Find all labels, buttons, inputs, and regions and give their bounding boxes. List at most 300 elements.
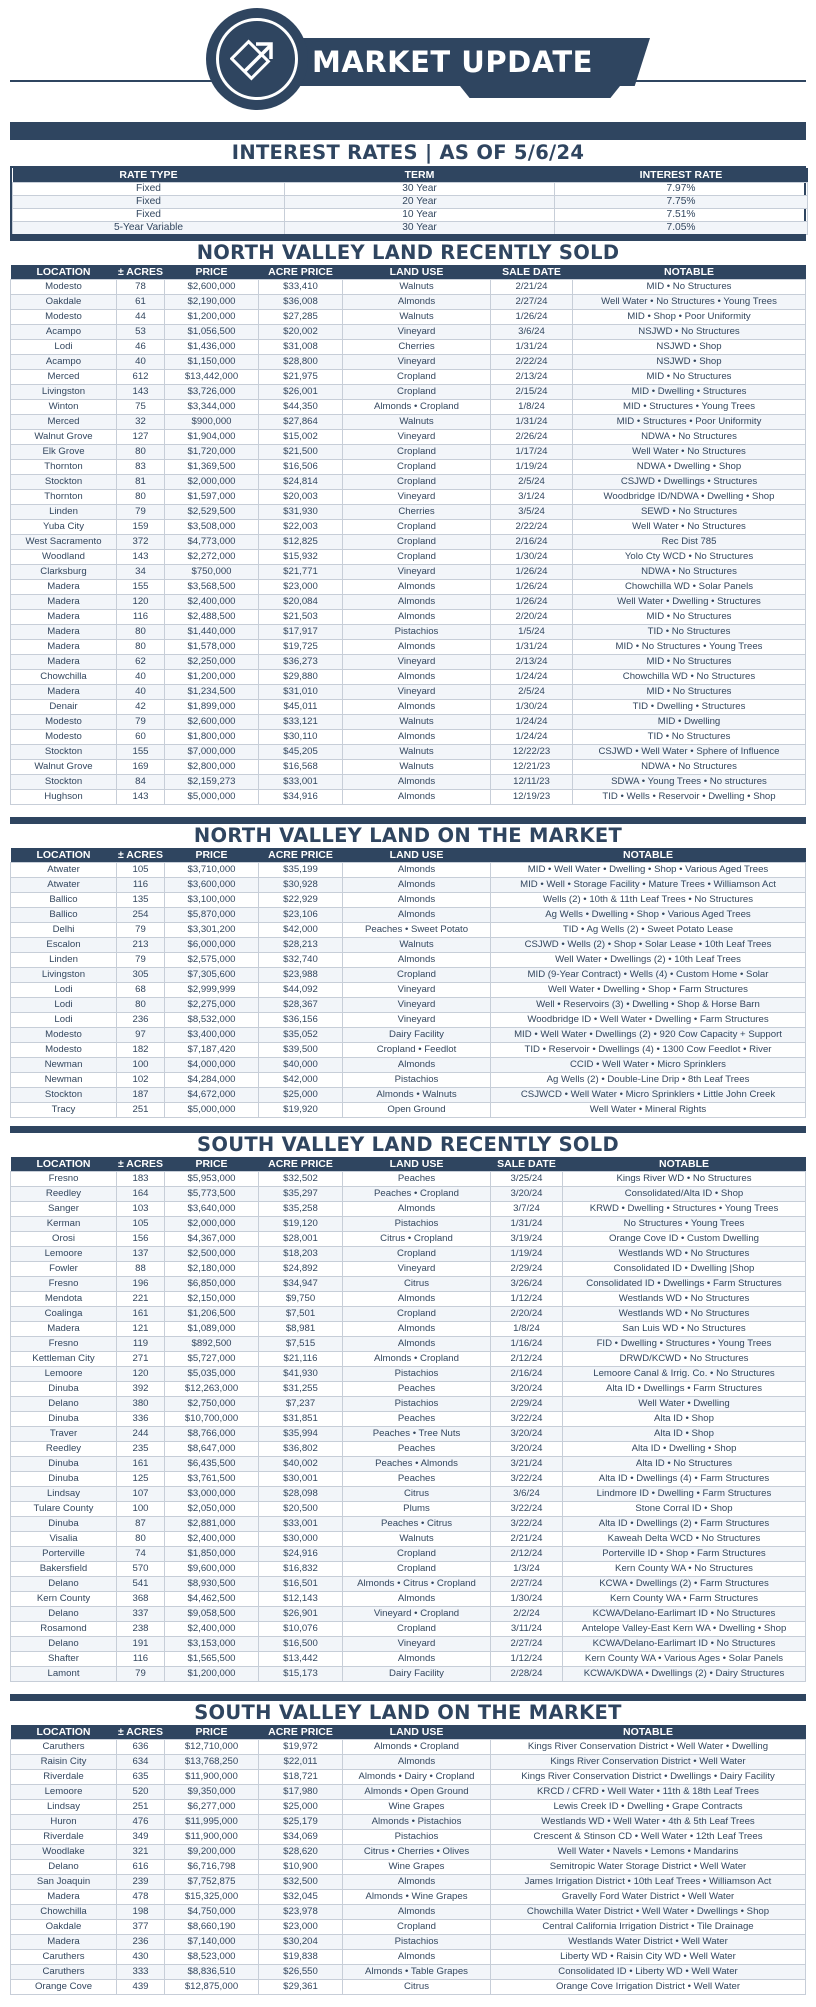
table-cell: KCWA/Delano-Earlimart ID • No Structures (563, 1607, 806, 1622)
table-cell: Gravelly Ford Water District • Well Water (491, 1890, 806, 1905)
table-cell: $23,106 (259, 908, 343, 923)
table-row (11, 923, 806, 938)
table-cell: 2/21/24 (491, 280, 573, 295)
table-cell: Modesto (11, 715, 117, 730)
table-cell: 79 (117, 715, 165, 730)
table-cell: Oakdale (11, 1920, 117, 1935)
table-row (11, 1935, 806, 1950)
table-cell: 164 (117, 1187, 165, 1202)
table-cell: Cropland (343, 370, 491, 385)
table-cell: $5,773,500 (165, 1187, 259, 1202)
table-cell: $9,600,000 (165, 1562, 259, 1577)
table-cell: $10,700,000 (165, 1412, 259, 1427)
table-cell: $5,953,000 (165, 1172, 259, 1187)
table-cell: $12,825 (259, 535, 343, 550)
table-row (11, 520, 806, 535)
table-cell: Citrus (343, 1980, 491, 1995)
table-cell: West Sacramento (11, 535, 117, 550)
table-cell: Sanger (11, 1202, 117, 1217)
table-body (13, 183, 808, 235)
table-cell: 155 (117, 580, 165, 595)
table-cell: 120 (117, 595, 165, 610)
table-cell: $2,881,000 (165, 1517, 259, 1532)
nv-sold-table (10, 265, 806, 805)
table-row (11, 1562, 806, 1577)
table-cell: TID • Reservoir • Dwellings (4) • 1300 Cow Feedlot • River (491, 1043, 806, 1058)
table-row (11, 1980, 806, 1995)
table-cell: Almonds (343, 595, 491, 610)
banner-accent (460, 86, 620, 98)
table-cell: $24,916 (259, 1547, 343, 1562)
table-cell: Chowchilla Water District • Well Water • Dwellings • Shop (491, 1905, 806, 1920)
table-cell: $7,187,420 (165, 1043, 259, 1058)
table-cell: $25,179 (259, 1815, 343, 1830)
table-row (11, 1277, 806, 1292)
table-cell: Orange Cove (11, 1980, 117, 1995)
header (0, 0, 816, 118)
table-cell: 221 (117, 1292, 165, 1307)
table-cell: MID • No Structures (573, 685, 806, 700)
table-row (11, 1592, 806, 1607)
table-cell: $33,001 (259, 1517, 343, 1532)
interest-rates-heading: INTEREST RATES | AS OF 5/6/24 (231, 141, 585, 164)
table-cell: Thornton (11, 460, 117, 475)
table-cell: Lindsay (11, 1800, 117, 1815)
table-row (11, 670, 806, 685)
table-cell: NDWA • No Structures (573, 760, 806, 775)
table-cell: Citrus (343, 1487, 491, 1502)
table-cell: Open Ground (343, 1103, 491, 1118)
table-row (11, 760, 806, 775)
table-cell: Almonds (343, 953, 491, 968)
table-cell: $21,503 (259, 610, 343, 625)
table-cell: Vineyard (343, 1637, 491, 1652)
table-cell: Alta ID • Shop (563, 1427, 806, 1442)
interest-rates-frame (10, 166, 806, 237)
table-row (11, 745, 806, 760)
table-cell: Almonds (343, 1905, 491, 1920)
table-cell: $8,836,510 (165, 1965, 259, 1980)
table-cell: 143 (117, 790, 165, 805)
table-cell: Consolidated/Alta ID • Shop (563, 1187, 806, 1202)
table-cell: Winton (11, 400, 117, 415)
table-row (11, 1307, 806, 1322)
table-cell: 61 (117, 295, 165, 310)
table-cell: $2,180,000 (165, 1262, 259, 1277)
table-cell: Well Water • Mineral Rights (491, 1103, 806, 1118)
table-cell: $12,143 (259, 1592, 343, 1607)
table-cell: 2/20/24 (491, 1307, 563, 1322)
table-cell: NSJWD • Shop (573, 340, 806, 355)
table-cell: 2/21/24 (491, 1532, 563, 1547)
table-row (11, 775, 806, 790)
table-cell: $1,056,500 (165, 325, 259, 340)
table-cell: Almonds (343, 1755, 491, 1770)
table-cell: $2,575,000 (165, 953, 259, 968)
table-cell: Antelope Valley-East Kern WA • Dwelling • Shop (563, 1622, 806, 1637)
table-cell: Atwater (11, 863, 117, 878)
column-header: ACRE PRICE (259, 1157, 343, 1172)
table-cell: Cherries (343, 505, 491, 520)
table-cell: Newman (11, 1073, 117, 1088)
table-cell: Almonds (343, 700, 491, 715)
table-cell: Chowchilla WD • No Structures (573, 670, 806, 685)
table-cell: 107 (117, 1487, 165, 1502)
table-cell: 238 (117, 1622, 165, 1637)
table-cell: CSJWCD • Well Water • Micro Sprinklers • Little John Creek (491, 1088, 806, 1103)
table-cell: Almonds (343, 908, 491, 923)
table-cell: Kern County WA • Various Ages • Solar Panels (563, 1652, 806, 1667)
table-cell: $12,875,000 (165, 1980, 259, 1995)
table-cell: Peaches (343, 1412, 491, 1427)
table-cell: 116 (117, 878, 165, 893)
table-row (11, 938, 806, 953)
table-cell: $2,000,000 (165, 1217, 259, 1232)
table-cell: 155 (117, 745, 165, 760)
table-cell: MID • Shop • Poor Uniformity (573, 310, 806, 325)
table-cell: 75 (117, 400, 165, 415)
table-row (11, 295, 806, 310)
table-cell: 430 (117, 1950, 165, 1965)
table-cell: MID • Well Water • Dwellings (2) • 920 Cow Capacity + Support (491, 1028, 806, 1043)
table-cell: 12/22/23 (491, 745, 573, 760)
table-row (11, 595, 806, 610)
table-cell: 1/31/24 (491, 1217, 563, 1232)
column-header: LAND USE (343, 848, 491, 863)
table-cell: $16,501 (259, 1577, 343, 1592)
table-cell: $21,116 (259, 1352, 343, 1367)
table-cell: Acampo (11, 325, 117, 340)
table-cell: Almonds (343, 1950, 491, 1965)
section-bar (10, 1694, 806, 1701)
table-row (11, 655, 806, 670)
table-cell: Orosi (11, 1232, 117, 1247)
table-cell: Peaches • Tree Nuts (343, 1427, 491, 1442)
table-cell: Vineyard (343, 998, 491, 1013)
table-body (11, 1172, 806, 1682)
table-cell: Almonds • Wine Grapes (343, 1890, 491, 1905)
table-row (11, 1965, 806, 1980)
column-header: LOCATION (11, 265, 117, 280)
table-cell: Riverdale (11, 1770, 117, 1785)
table-cell: 1/12/24 (491, 1652, 563, 1667)
table-cell: Walnuts (343, 1532, 491, 1547)
table-cell: $31,010 (259, 685, 343, 700)
table-cell: Consolidated ID • Liberty WD • Well Water (491, 1965, 806, 1980)
table-cell: Rec Dist 785 (573, 535, 806, 550)
table-cell: $36,156 (259, 1013, 343, 1028)
table-cell: $8,532,000 (165, 1013, 259, 1028)
table-cell: 1/26/24 (491, 310, 573, 325)
column-header: LAND USE (343, 1725, 491, 1740)
table-cell: $6,716,798 (165, 1860, 259, 1875)
table-cell: Peaches (343, 1172, 491, 1187)
table-header-row (13, 168, 808, 183)
table-cell: $2,529,500 (165, 505, 259, 520)
table-body (11, 863, 806, 1118)
table-cell: 254 (117, 908, 165, 923)
table-cell: $4,367,000 (165, 1232, 259, 1247)
table-row (11, 310, 806, 325)
table-cell: $10,900 (259, 1860, 343, 1875)
table-header-row (11, 265, 806, 280)
table-cell: $7,140,000 (165, 1935, 259, 1950)
table-cell: Almonds (343, 1592, 491, 1607)
table-cell: 80 (117, 640, 165, 655)
table-cell: Lindsay (11, 1487, 117, 1502)
table-cell: 1/5/24 (491, 625, 573, 640)
table-cell: 161 (117, 1457, 165, 1472)
table-cell: Rosamond (11, 1622, 117, 1637)
interest-rates-section (10, 122, 806, 237)
table-cell: Lemoore Canal & Irrig. Co. • No Structures (563, 1367, 806, 1382)
column-header: ± ACRES (117, 1726, 164, 1738)
table-cell: Well Water • Dwellings (2) • 10th Leaf Trees (491, 953, 806, 968)
table-row (11, 550, 806, 565)
table-cell: 83 (117, 460, 165, 475)
table-cell: 97 (117, 1028, 165, 1043)
table-row (11, 1667, 806, 1682)
table-cell: $6,435,500 (165, 1457, 259, 1472)
table-cell: Vineyard (343, 565, 491, 580)
table-cell: Traver (11, 1427, 117, 1442)
table-cell: Wine Grapes (343, 1860, 491, 1875)
table-cell: Well Water • Navels • Lemons • Mandarins (491, 1845, 806, 1860)
table-cell: 2/29/24 (491, 1397, 563, 1412)
table-cell: 2/27/24 (491, 1577, 563, 1592)
table-cell: Kettleman City (11, 1352, 117, 1367)
table-cell: 1/31/24 (491, 415, 573, 430)
table-cell: $27,285 (259, 310, 343, 325)
table-cell: $21,975 (259, 370, 343, 385)
table-cell: 191 (117, 1637, 165, 1652)
table-cell: Peaches • Citrus (343, 1517, 491, 1532)
table-cell: 100 (117, 1058, 165, 1073)
table-cell: $30,204 (259, 1935, 343, 1950)
table-cell: Dairy Facility (343, 1028, 491, 1043)
table-row (11, 400, 806, 415)
table-cell: San Joaquin (11, 1875, 117, 1890)
table-cell: Walnuts (343, 310, 491, 325)
table-row (11, 1755, 806, 1770)
section-bar (10, 817, 806, 824)
table-cell: MID • No Structures (573, 370, 806, 385)
table-cell: $24,892 (259, 1262, 343, 1277)
table-cell: Cropland (343, 460, 491, 475)
table-cell: $3,600,000 (165, 878, 259, 893)
table-cell: 80 (117, 445, 165, 460)
table-cell: $27,864 (259, 415, 343, 430)
table-cell: 305 (117, 968, 165, 983)
table-cell: 1/30/24 (491, 700, 573, 715)
table-cell: $40,002 (259, 1457, 343, 1472)
table-cell: Pistachios (343, 1935, 491, 1950)
table-cell: Escalon (11, 938, 117, 953)
table-cell: Walnuts (343, 280, 491, 295)
table-cell: $44,350 (259, 400, 343, 415)
table-cell: Reedley (11, 1442, 117, 1457)
table-cell: 1/30/24 (491, 550, 573, 565)
table-cell: Peaches (343, 1382, 491, 1397)
column-header: LAND USE (343, 1157, 491, 1172)
table-cell: $1,200,000 (165, 670, 259, 685)
table-cell: 5-Year Variable (13, 222, 285, 235)
table-cell: Vineyard (343, 325, 491, 340)
page-title: MARKET UPDATE (312, 45, 593, 79)
table-cell: Stockton (11, 475, 117, 490)
table-cell: 32 (117, 415, 165, 430)
table-cell: $8,660,190 (165, 1920, 259, 1935)
table-row (11, 1845, 806, 1860)
table-cell: Vineyard (343, 685, 491, 700)
table-cell: 1/17/24 (491, 445, 573, 460)
table-cell: $21,500 (259, 445, 343, 460)
table-row (11, 1652, 806, 1667)
table-cell: Walnuts (343, 760, 491, 775)
table-cell: Vineyard (343, 983, 491, 998)
table-cell: Madera (11, 610, 117, 625)
table-cell: $16,500 (259, 1637, 343, 1652)
table-cell: Walnuts (343, 745, 491, 760)
table-cell: Pistachios (343, 1073, 491, 1088)
table-cell: $2,800,000 (165, 760, 259, 775)
table-row (11, 953, 806, 968)
table-cell: KCWA/KDWA • Dwellings (2) • Dairy Structures (563, 1667, 806, 1682)
table-cell: $19,838 (259, 1950, 343, 1965)
table-row (11, 430, 806, 445)
table-row (11, 340, 806, 355)
table-cell: Wells (2) • 10th & 11th Leaf Trees • No Structures (491, 893, 806, 908)
table-cell: $36,273 (259, 655, 343, 670)
table-cell: 53 (117, 325, 165, 340)
table-cell: $5,000,000 (165, 1103, 259, 1118)
table-cell: Newman (11, 1058, 117, 1073)
table-cell: Delano (11, 1637, 117, 1652)
table-cell: Dinuba (11, 1517, 117, 1532)
section-bar (10, 1126, 806, 1133)
table-cell: $2,488,500 (165, 610, 259, 625)
table-cell: $6,000,000 (165, 938, 259, 953)
table-cell: $17,980 (259, 1785, 343, 1800)
table-cell: 1/12/24 (491, 1292, 563, 1307)
table-cell: Almonds (343, 893, 491, 908)
table-cell: $30,000 (259, 1532, 343, 1547)
table-cell: Peaches • Sweet Potato (343, 923, 491, 938)
table-cell: Madera (11, 1890, 117, 1905)
table-cell: $4,672,000 (165, 1088, 259, 1103)
table-cell: $3,508,000 (165, 520, 259, 535)
table-cell: Lemoore (11, 1785, 117, 1800)
table-cell: $8,766,000 (165, 1427, 259, 1442)
table-row (11, 968, 806, 983)
table-cell: 520 (117, 1785, 165, 1800)
table-cell: $12,710,000 (165, 1740, 259, 1755)
table-cell: 236 (117, 1013, 165, 1028)
table-cell: $17,917 (259, 625, 343, 640)
table-cell: 183 (117, 1172, 165, 1187)
table-cell: $2,050,000 (165, 1502, 259, 1517)
table-cell: 12/11/23 (491, 775, 573, 790)
table-cell: Lemoore (11, 1367, 117, 1382)
table-cell: $3,568,500 (165, 580, 259, 595)
table-cell: Almonds • Open Ground (343, 1785, 491, 1800)
table-cell: Peaches • Almonds (343, 1457, 491, 1472)
table-cell: 337 (117, 1607, 165, 1622)
table-cell: $31,851 (259, 1412, 343, 1427)
table-cell: 2/5/24 (491, 685, 573, 700)
table-cell: 1/31/24 (491, 340, 573, 355)
table-cell: 3/20/24 (491, 1442, 563, 1457)
table-cell: Tracy (11, 1103, 117, 1118)
table-cell: $7,752,875 (165, 1875, 259, 1890)
table-row (11, 1397, 806, 1412)
table-cell: Raisin City (11, 1755, 117, 1770)
table-cell: Almonds (343, 775, 491, 790)
table-row (11, 1322, 806, 1337)
table-cell: 634 (117, 1755, 165, 1770)
table-cell: Madera (11, 655, 117, 670)
table-cell: Lemoore (11, 1247, 117, 1262)
table-cell: Chowchilla (11, 1905, 117, 1920)
table-cell: TID • Dwelling • Structures (573, 700, 806, 715)
table-cell: 135 (117, 893, 165, 908)
table-cell: Almonds (343, 640, 491, 655)
table-row (11, 1502, 806, 1517)
table-cell: Delano (11, 1860, 117, 1875)
table-cell: Kern County WA • Farm Structures (563, 1592, 806, 1607)
table-cell: Mendota (11, 1292, 117, 1307)
table-cell: Wine Grapes (343, 1800, 491, 1815)
table-cell: Vineyard (343, 1013, 491, 1028)
table-cell: $19,120 (259, 1217, 343, 1232)
table-row (11, 1367, 806, 1382)
table-cell: $35,994 (259, 1427, 343, 1442)
table-cell: Kings River Conservation District • Dwellings • Dairy Facility (491, 1770, 806, 1785)
table-cell: Vineyard (343, 490, 491, 505)
table-cell: $42,000 (259, 1073, 343, 1088)
table-cell: Huron (11, 1815, 117, 1830)
table-cell: Atwater (11, 878, 117, 893)
table-cell: $1,565,500 (165, 1652, 259, 1667)
table-cell: Lindmore ID • Dwelling • Farm Structures (563, 1487, 806, 1502)
table-cell: $1,720,000 (165, 445, 259, 460)
table-cell: 3/22/24 (491, 1412, 563, 1427)
sv-market-table (10, 1725, 806, 1995)
table-cell: $750,000 (165, 565, 259, 580)
table-cell: $32,045 (259, 1890, 343, 1905)
table-cell: Cropland (343, 520, 491, 535)
table-cell: $19,920 (259, 1103, 343, 1118)
table-cell: Modesto (11, 280, 117, 295)
table-cell: Alta ID • Dwellings • Farm Structures (563, 1382, 806, 1397)
table-cell: $11,900,000 (165, 1830, 259, 1845)
table-cell: 3/20/24 (491, 1187, 563, 1202)
table-cell: 570 (117, 1562, 165, 1577)
table-cell: 143 (117, 550, 165, 565)
table-cell: $8,647,000 (165, 1442, 259, 1457)
table-cell: $30,110 (259, 730, 343, 745)
table-cell: 121 (117, 1322, 165, 1337)
table-cell: DRWD/KCWD • No Structures (563, 1352, 806, 1367)
table-cell: $2,275,000 (165, 998, 259, 1013)
table-cell: $22,011 (259, 1755, 343, 1770)
table-cell: 127 (117, 430, 165, 445)
table-row (11, 1172, 806, 1187)
table-cell: $13,768,250 (165, 1755, 259, 1770)
table-cell: $4,000,000 (165, 1058, 259, 1073)
table-cell: Almonds (343, 670, 491, 685)
table-cell: $1,369,500 (165, 460, 259, 475)
